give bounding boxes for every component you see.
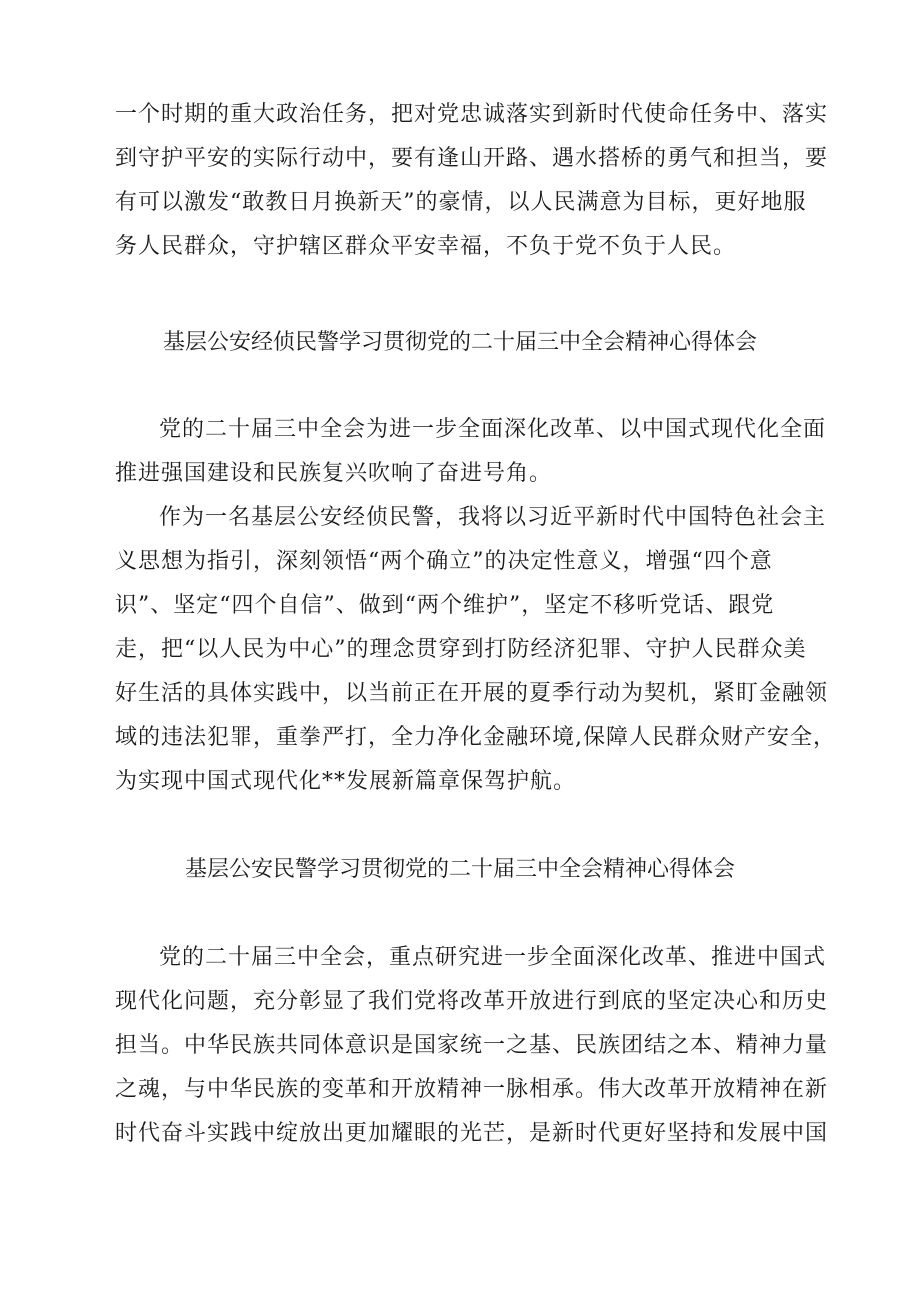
- section-title: 基层公安民警学习贯彻党的二十届三中全会精神心得体会: [184, 857, 735, 882]
- text-line: 作为一名基层公安经侦民警，我将以习近平新时代中国特色社会主: [159, 505, 827, 530]
- text-line: 务人民群众，守护辖区群众平安幸福，不负于党不负于人民。: [115, 234, 737, 259]
- text-line: 时代奋斗实践中绽放出更加耀眼的光芒，是新时代更好坚持和发展中国: [115, 1121, 829, 1146]
- text-line: 现代化问题，充分彰显了我们党将改革开放进行到底的坚定决心和历史: [115, 989, 829, 1014]
- text-line: 义思想为指引，深刻领悟“两个确立”的决定性意义，增强“四个意: [115, 549, 773, 574]
- text-line: 好生活的具体实践中，以当前正在开展的夏季行动为契机，紧盯金融领: [115, 681, 829, 706]
- text-line: 识”、坚定“四个自信”、做到“两个维护”，坚定不移听党话、跟党: [115, 593, 775, 618]
- section-title: 基层公安经侦民警学习贯彻党的二十届三中全会精神心得体会: [162, 330, 757, 355]
- text-line: 有可以激发“敢教日月换新天”的豪情，以人民满意为目标，更好地服: [115, 190, 807, 215]
- text-line: 推进强国建设和民族复兴吹响了奋进号角。: [115, 461, 553, 486]
- section-body: [115, 408, 836, 804]
- text-line: 一个时期的重大政治任务，把对党忠诚落实到新时代使命任务中、落实: [115, 102, 829, 127]
- text-line: 党的二十届三中全会为进一步全面深化改革、以中国式现代化全面: [159, 417, 827, 442]
- text-line: 之魂，与中华民族的变革和开放精神一脉相承。伟大改革开放精神在新: [115, 1077, 829, 1102]
- text-line: 为实现中国式现代化**发展新篇章保驾护航。: [115, 769, 577, 794]
- text-line: 域的违法犯罪，重拳严打，全力净化金融环境,保障人民群众财产安全，: [115, 725, 836, 750]
- section-body: [115, 936, 829, 1156]
- text-line: 到守护平安的实际行动中，要有逢山开路、遇水搭桥的勇气和担当，要: [115, 146, 829, 171]
- text-line: 走，把“以人民为中心”的理念贯穿到打防经济犯罪、守护人民群众美: [115, 637, 807, 662]
- text-line: 担当。中华民族共同体意识是国家统一之基、民族团结之本、精神力量: [115, 1033, 829, 1058]
- paragraph-continuation: [115, 93, 829, 269]
- text-line: 党的二十届三中全会，重点研究进一步全面深化改革、推进中国式: [159, 945, 827, 970]
